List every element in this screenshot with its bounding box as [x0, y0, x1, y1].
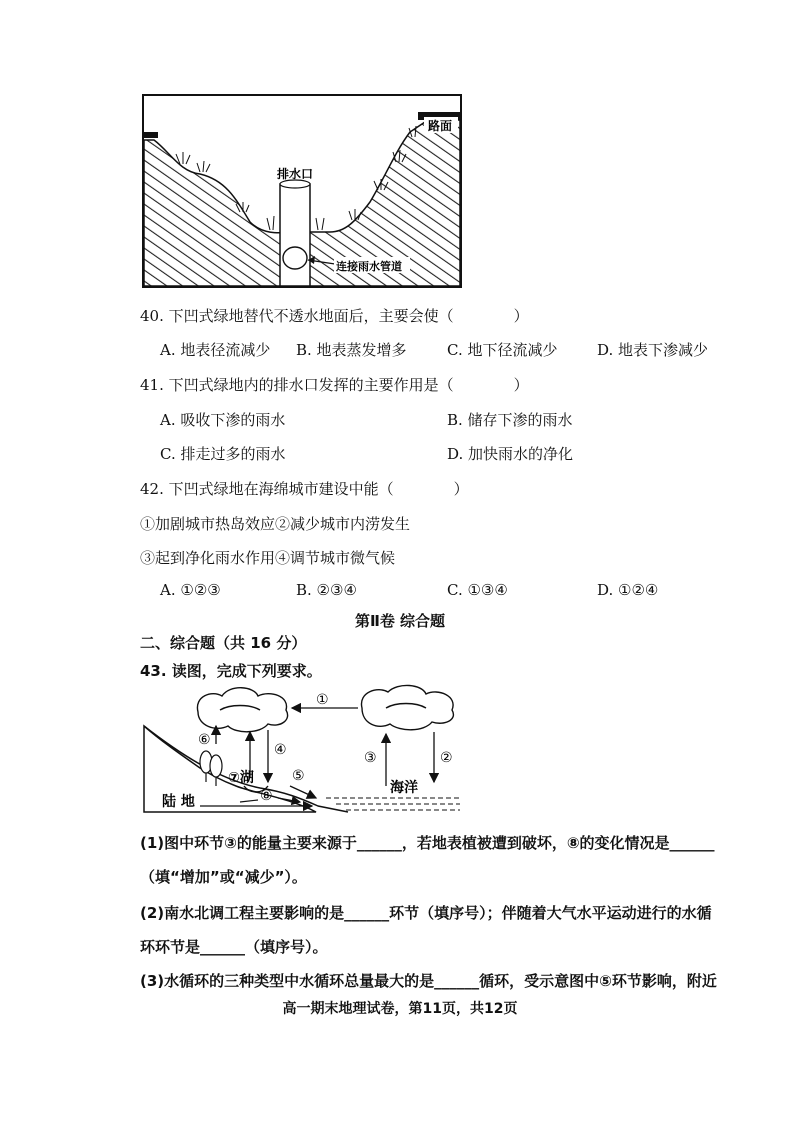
q42-stem: 42. 下凹式绿地在海绵城市建设中能（ ）	[140, 480, 469, 498]
water-cycle-figure	[140, 682, 480, 817]
q40-option-c: C. 地下径流减少	[447, 341, 558, 359]
drain-label: 排水口	[277, 167, 314, 181]
q42-option-d: D. ①②④	[597, 581, 659, 599]
pipe-label: 连接雨水管道	[336, 260, 402, 273]
q43-sub2-line2: 环环节是______（填序号）。	[140, 938, 328, 956]
q41-option-b: B. 储存下渗的雨水	[447, 411, 573, 429]
label-7-lake: ⑦湖	[228, 770, 254, 786]
label-1: ①	[316, 692, 329, 708]
q41-stem: 41. 下凹式绿地内的排水口发挥的主要作用是（ ）	[140, 376, 529, 394]
q41-option-a: A. 吸收下渗的雨水	[160, 411, 286, 429]
q43-sub3-line1: (3)水循环的三种类型中水循环总量最大的是______循环，受示意图中⑤环节影响，附近	[140, 972, 717, 990]
q40-stem: 40. 下凹式绿地替代不透水地面后，主要会使（ ）	[140, 307, 529, 325]
sunken-greenspace-figure	[140, 92, 465, 292]
label-2: ②	[440, 750, 453, 766]
ocean-label: 海洋	[390, 780, 418, 796]
q40-option-d: D. 地表下渗减少	[597, 341, 709, 359]
q43-sub1-line1: (1)图中环节③的能量主要来源于______，若地表植被遭到破坏，⑧的变化情况是______	[140, 834, 715, 852]
q40-option-a: A. 地表径流减少	[160, 341, 271, 359]
road-label: 路面	[428, 119, 453, 133]
land-label: 陆 地	[162, 794, 195, 810]
cloud-left	[197, 688, 287, 732]
label-3: ③	[364, 750, 377, 766]
q41-option-d: D. 加快雨水的净化	[447, 445, 574, 463]
label-4: ④	[274, 742, 287, 758]
section-title: 第Ⅱ卷 综合题	[354, 612, 446, 630]
ocean-waves	[326, 798, 460, 810]
page-footer: 高一期末地理试卷，第11页，共12页	[282, 1001, 518, 1017]
q43-sub2-line1: (2)南水北调工程主要影响的是______环节（填序号）；伴随着大气水平运动进行的水循	[140, 904, 712, 922]
q42-option-a: A. ①②③	[160, 581, 221, 599]
q42-option-c: C. ①③④	[447, 581, 508, 599]
q43-sub1-line2: （填“增加”或“减少”）。	[140, 868, 307, 886]
q42-statements-2: ③起到净化雨水作用④调节城市微气候	[140, 549, 396, 567]
q41-option-c: C. 排走过多的雨水	[160, 445, 286, 463]
q42-statements-1: ①加剧城市热岛效应②减少城市内涝发生	[140, 515, 411, 533]
cloud-right	[361, 685, 453, 729]
q43-stem: 43. 读图，完成下列要求。	[140, 662, 322, 680]
label-6: ⑥	[198, 732, 211, 748]
label-5: ⑤	[292, 768, 305, 784]
part2-title: 二、综合题（共 16 分）	[140, 634, 307, 652]
q40-option-b: B. 地表蒸发增多	[296, 341, 407, 359]
label-8: ⑧	[260, 788, 273, 804]
q42-option-b: B. ②③④	[296, 581, 357, 599]
